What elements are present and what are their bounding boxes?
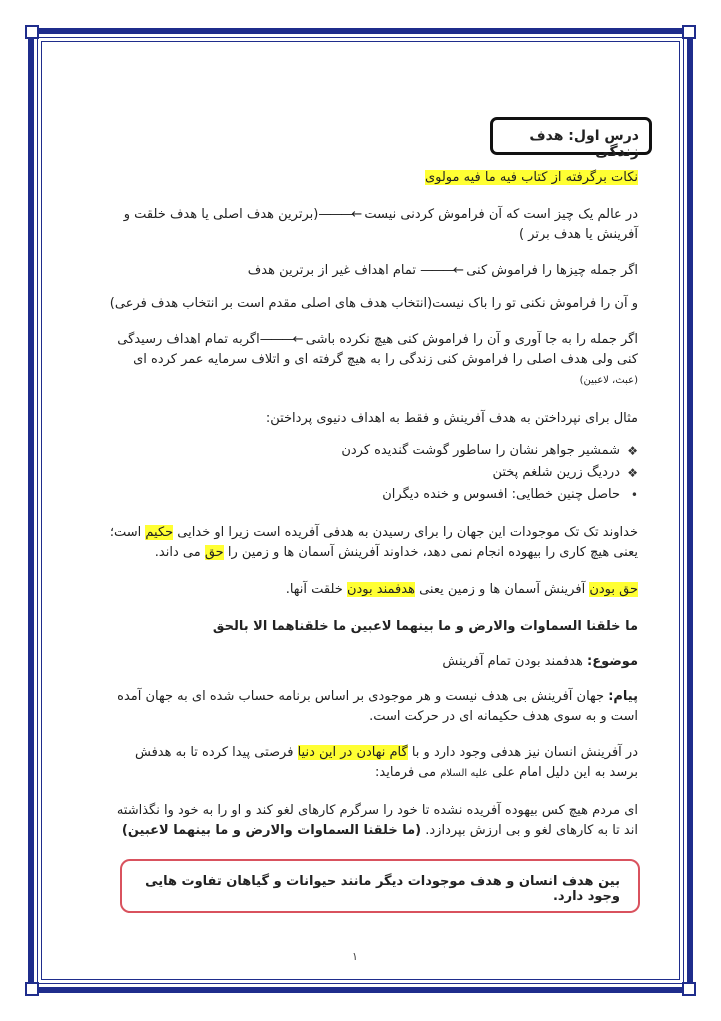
p3-text: و آن را فراموش نکنی تو را باک نیست(انتخاب هدف های اصلی مقدم است بر انتخاب هدف فرعی) bbox=[109, 296, 638, 311]
paragraph-9 bbox=[105, 801, 638, 841]
arrow-left-icon: ←——— bbox=[259, 332, 302, 347]
p4-text: اگر جمله را به جا آوری و آن را فراموش کنی هیچ نکرده باشی bbox=[305, 332, 638, 347]
p4-note: (عبث، لاعبین) bbox=[579, 375, 638, 386]
message-label: پیام: bbox=[608, 689, 638, 704]
p8-c: می فرماید: bbox=[375, 765, 441, 780]
arrow-left-icon: ←——— bbox=[420, 263, 463, 278]
paragraph-5 bbox=[105, 409, 638, 429]
p1-text: در عالم یک چیز است که آن فراموش کردنی نیست bbox=[364, 207, 638, 222]
list-item bbox=[105, 440, 638, 462]
p1-rest: (برترین هدف اصلی یا هدف خلقت و آفرینش یا هدف برتر ) bbox=[123, 207, 638, 242]
corner-ornament bbox=[25, 982, 39, 996]
p9-b: (ما خلقنا السماوات والارض و ما بینهما لاعبین) bbox=[121, 823, 422, 838]
p7-a: آفرینش آسمان ها و زمین یعنی bbox=[414, 582, 590, 597]
list-item-text: دردیگ زرین شلغم پختن bbox=[492, 465, 620, 480]
diamond-bullet-icon: ❖ bbox=[627, 466, 638, 480]
list-item bbox=[105, 484, 638, 506]
list-item-text: حاصل چنین خطایی: افسوس و خنده دیگران bbox=[382, 487, 620, 502]
salutation: علیه السلام bbox=[440, 768, 488, 779]
lesson-title-text: درس اول: هدف زندگی bbox=[529, 128, 639, 160]
subtitle bbox=[105, 168, 638, 188]
paragraph-2 bbox=[105, 261, 638, 281]
p6-highlight-1: حکیم bbox=[145, 525, 174, 540]
paragraph-1 bbox=[105, 205, 638, 245]
example-list bbox=[105, 440, 638, 506]
p8-a: در آفرینش انسان نیز هدفی وجود دارد و با bbox=[407, 745, 638, 760]
p6-b: است؛ یعنی هیچ کاری را بیهوده انجام نمی دهد، خداوند آفرینش آسمان ها و زمین را bbox=[109, 525, 638, 560]
paragraph-6 bbox=[105, 523, 638, 563]
message bbox=[105, 687, 638, 727]
p2-rest: تمام اهداف غیر از برترین هدف bbox=[247, 263, 417, 278]
note-text: بین هدف انسان و هدف موجودات دیگر مانند حیوانات و گیاهان تفاوت هایی وجود دارد. bbox=[145, 874, 620, 904]
list-item bbox=[105, 462, 638, 484]
paragraph-7 bbox=[105, 580, 638, 600]
corner-ornament bbox=[682, 25, 696, 39]
paragraph-3 bbox=[105, 294, 638, 314]
verse-text: ما خلقنا السماوات والارض و ما بینهما لاعبین ما خلقناهما الا بالحق bbox=[212, 619, 638, 634]
p2-text: اگر جمله چیزها را فراموش کنی bbox=[466, 263, 638, 278]
p8-b: فرصتی پیدا کرده تا به هدفش برسد به این دلیل امام علی bbox=[135, 745, 638, 780]
lesson-title bbox=[490, 117, 652, 160]
topic-label: موضوع: bbox=[587, 654, 638, 669]
corner-ornament bbox=[682, 982, 696, 996]
p7-highlight-1: حق بودن bbox=[589, 582, 638, 597]
p5-text: مثال برای نپرداختن به هدف آفرینش و فقط به اهداف دنیوی پرداختن: bbox=[265, 411, 638, 426]
p9-a: ای مردم هیچ کس بیهوده آفریده نشده تا خود را سرگرم کارهای لغو کند و او را به خود وا نگذاشته اند تا به کارهای لغو و بی ارزش بپردازد. bbox=[116, 803, 638, 838]
p7-b: خلقت آنها. bbox=[285, 582, 347, 597]
p8-highlight: گام نهادن در این دنیا bbox=[297, 745, 408, 760]
dot-bullet-icon: • bbox=[630, 488, 638, 502]
p6-highlight-2: حق bbox=[204, 545, 224, 560]
p6-c: می داند. bbox=[154, 545, 205, 560]
quran-verse bbox=[105, 617, 638, 637]
p4-rest: اگربه تمام اهداف رسیدگی کنی ولی هدف اصلی را فراموش کنی زندگی را به هیچ گرفته ای و اتلاف سرمایه عمر کرده ای bbox=[117, 332, 638, 367]
diamond-bullet-icon: ❖ bbox=[627, 444, 638, 458]
paragraph-8 bbox=[105, 743, 638, 784]
page-number: ۱ bbox=[352, 950, 358, 963]
topic-text: هدفمند بودن تمام آفرینش bbox=[442, 654, 587, 669]
list-item-text: شمشیر جواهر نشان را ساطور گوشت گندیده کردن bbox=[341, 443, 620, 458]
message-text: جهان آفرینش بی هدف نیست و هر موجودی بر اساس برنامه حساب شده ای به جهان آمده است و به سوی هدف حکیمانه ای در حرکت است. bbox=[117, 689, 638, 724]
arrow-left-icon: ←——— bbox=[318, 207, 361, 222]
p6-a: خداوند تک تک موجودات این جهان را برای رسیدن به هدفی آفریده است زیرا او خدایی bbox=[173, 525, 638, 540]
subtitle-text: نکات برگرفته از کتاب فیه ما فیه مولوی bbox=[424, 170, 638, 185]
paragraph-4 bbox=[105, 330, 638, 391]
corner-ornament bbox=[25, 25, 39, 39]
note-box bbox=[120, 859, 640, 913]
topic bbox=[105, 652, 638, 672]
p7-highlight-2: هدفمند بودن bbox=[346, 582, 415, 597]
